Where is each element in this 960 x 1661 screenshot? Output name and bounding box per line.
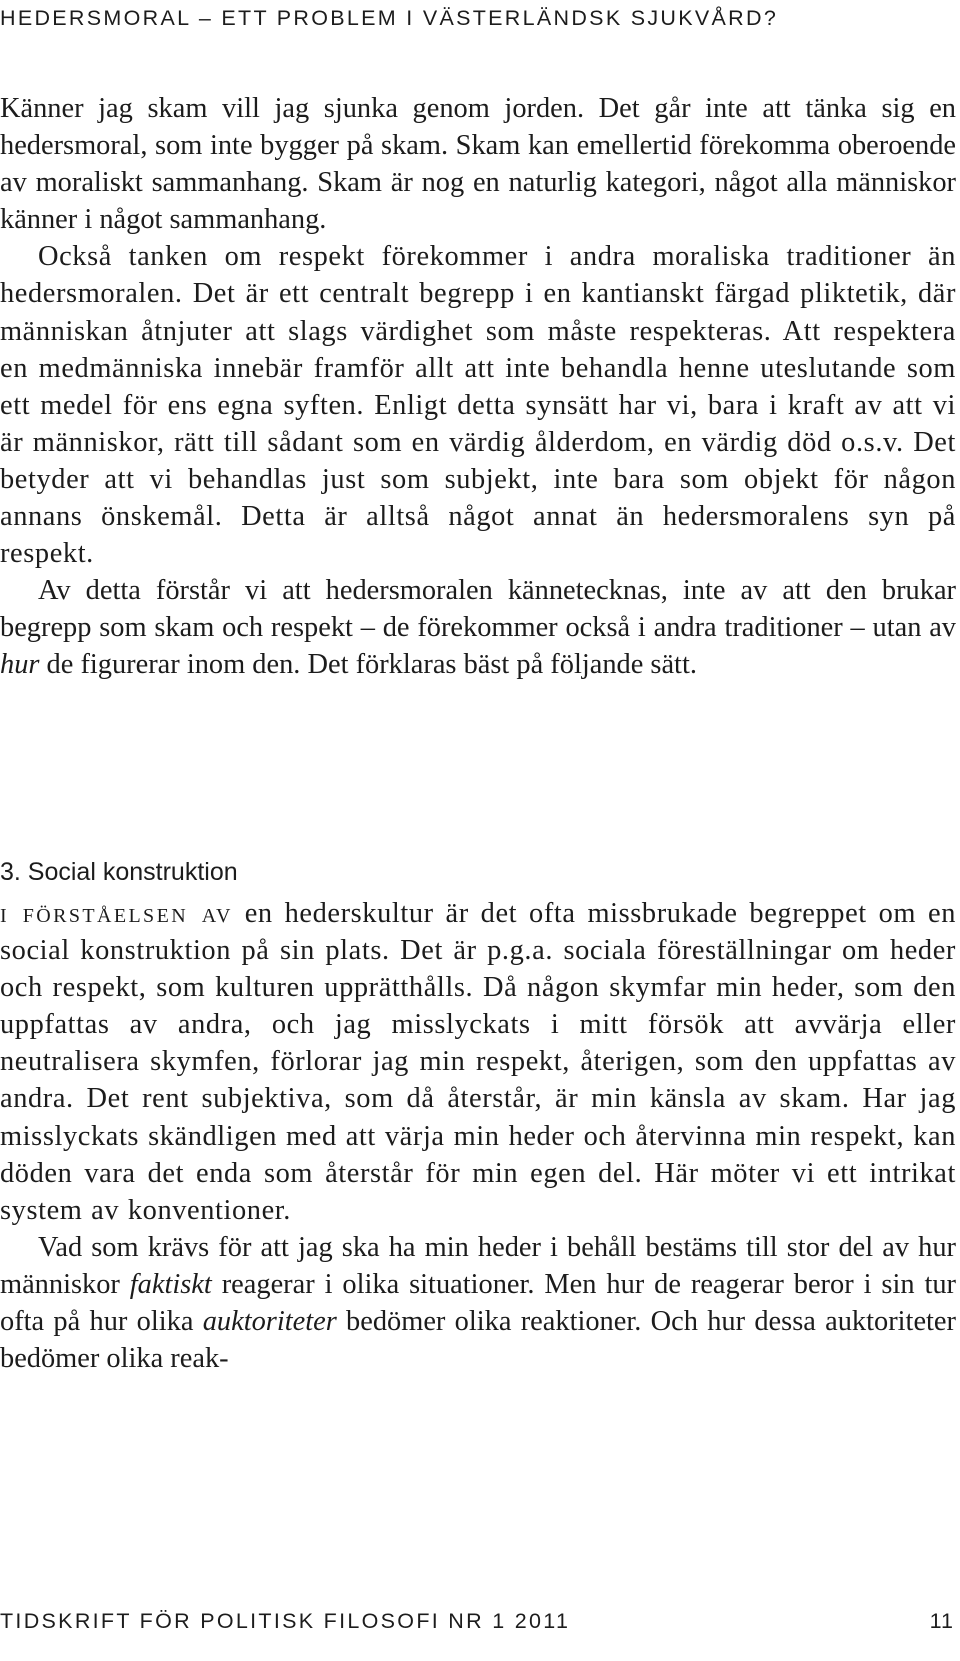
authorities-text-b: reagerar i olika situationer. Men hur de reagerar beror i sin tur ofta på hur olika xyxy=(0,1268,956,1338)
article-body-top xyxy=(0,90,956,684)
authorities-text-c: bedömer olika reaktioner. Och hur dessa auktoriteter bedömer olika reak- xyxy=(0,1306,956,1375)
paragraph-shame: Känner jag skam vill jag sjunka genom jorden. Det går inte att tänka sig en hedersmoral, som inte bygger på skam. Skam kan emellertid förekomma oberoende av moraliskt sammanhang. Skam är nog en naturlig kategori, något alla människor känner i något sammanhang. xyxy=(0,93,956,236)
paragraph-respect: Också tanken om respekt förekommer i andra moraliska traditioner än hedersmoralen. Det är ett centralt begrepp i en kantianskt färgad pliktetik, där människan åtnjuter att slags värdighet som måste respekteras. Att respektera en medmänniska innebär framför allt att inte behandla henne uteslutande som ett medel för ens egna syften. Enligt detta synsätt har vi, bara i kraft av att vi är människor, rätt till sådant som en värdig ålderdom, en värdig död o.s.v. Det betyder att vi behandlas just som subjekt, inte bara som objekt för någon annans önskemål. Detta är alltså något annat än hedersmoralens syn på respekt. xyxy=(0,241,956,570)
social-construction-text: en hederskultur är det ofta missbrukade begreppet om en social konstruktion på sin plats. Det är p.g.a. sociala föreställningar om heder och respekt, som kulturen upprätthålls. Då någon skymfar min heder, som den uppfattas av andra, och jag misslyckats i mitt försök att avvärja eller neutralisera skymfen, förlorar jag min respekt, återigen, som den uppfattas av andra. Det rent subjektiva, som då återstår, är min känsla av skam. Har jag misslyckats skändligen med att värja min heder och återvinna min respekt, kan döden vara det enda som återstår för min egen del. Här möter vi ett intrikat system av konventioner. xyxy=(0,898,956,1226)
conclusion-text-a: Av detta förstår vi att hedersmoralen kännetecknas, inte av att den brukar begrepp som skam och respekt – de förekommer också i andra traditioner – utan av xyxy=(0,575,956,644)
conclusion-emphasis: hur xyxy=(0,649,40,681)
page-number: 11 xyxy=(929,1609,954,1633)
emphasis-faktiskt: faktiskt xyxy=(129,1268,212,1300)
section-heading: 3. Social konstruktion xyxy=(0,858,238,886)
authorities-text-a: Vad som krävs för att jag ska ha min heder i behåll bestäms till stor del av hur människor xyxy=(0,1231,956,1300)
paragraph-social-construction xyxy=(0,895,956,1229)
conclusion-text-b: de figurerar inom den. Det förklaras bäst på följande sätt. xyxy=(39,649,697,681)
paragraph-authorities xyxy=(0,1229,956,1377)
emphasis-auktoriteter: auktoriteter xyxy=(202,1306,337,1338)
page-footer xyxy=(0,1604,960,1638)
paragraph-conclusion xyxy=(0,572,956,683)
running-head: HEDERSMORAL – ETT PROBLEM I VÄSTERLÄNDSK SJUKVÅRD? xyxy=(0,6,779,30)
lead-in-small-caps: i förståelsen av xyxy=(0,898,233,929)
article-body-section xyxy=(0,895,956,1377)
journal-title: TIDSKRIFT FÖR POLITISK FILOSOFI NR 1 2011 xyxy=(0,1609,571,1633)
